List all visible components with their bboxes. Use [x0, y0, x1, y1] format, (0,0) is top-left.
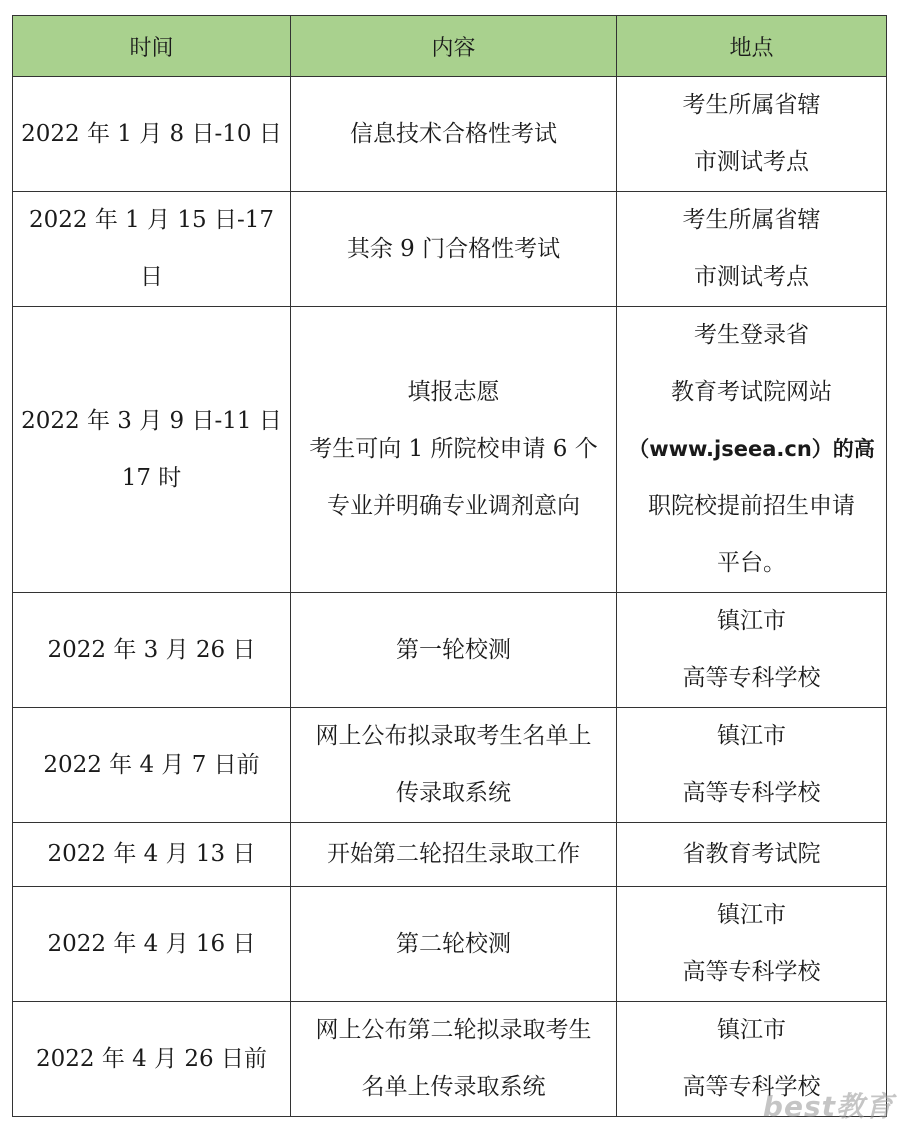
- content-text: 名单上传录取系统: [361, 1074, 546, 1100]
- place-text: 平台。: [717, 550, 786, 576]
- time-cell: [13, 77, 291, 192]
- time-text: 2022 年 4 月 13 日: [47, 841, 256, 867]
- place-text: 省教育考试院: [682, 841, 821, 867]
- table-row: [13, 708, 887, 823]
- time-text: 2022 年 4 月 26 日前: [36, 1045, 267, 1072]
- place-text: 高等专科学校: [682, 780, 821, 806]
- place-cell: [617, 887, 887, 1002]
- place-text: 镇江市: [717, 1017, 786, 1043]
- place-url-text: （www.jseea.cn）的高: [628, 437, 875, 461]
- content-cell: [291, 708, 617, 823]
- content-cell: [291, 1002, 617, 1117]
- content-cell: [291, 307, 617, 593]
- content-text: 第二轮校测: [396, 930, 511, 957]
- table-row: [13, 307, 887, 593]
- content-text: 信息技术合格性考试: [350, 120, 557, 147]
- place-cell: [617, 192, 887, 307]
- place-text: 高等专科学校: [682, 959, 821, 985]
- header-row: [13, 16, 887, 77]
- place-text: 镇江市: [717, 608, 786, 634]
- time-cell: [13, 887, 291, 1002]
- place-text: 考生所属省辖: [682, 207, 821, 233]
- table-row: [13, 823, 887, 887]
- content-text: 开始第二轮招生录取工作: [327, 841, 580, 867]
- time-text: 2022 年 1 月 15 日-17 日: [28, 207, 275, 290]
- place-cell: [617, 77, 887, 192]
- content-cell: [291, 887, 617, 1002]
- content-cell: [291, 77, 617, 192]
- time-text: 2022 年 1 月 8 日-10 日: [21, 120, 282, 147]
- content-text: 网上公布第二轮拟录取考生: [315, 1017, 592, 1043]
- header-content: 内容: [291, 16, 617, 77]
- place-text: 职院校提前招生申请: [648, 493, 855, 519]
- time-text: 2022 年 3 月 26 日: [47, 636, 256, 663]
- table-row: [13, 1002, 887, 1117]
- content-text: 填报志愿: [407, 379, 500, 405]
- time-cell: [13, 1002, 291, 1117]
- content-text: 考生可向 1 所院校申请 6 个: [309, 436, 598, 462]
- time-text: 2022 年 3 月 9 日-11 日: [21, 407, 282, 434]
- content-cell: [291, 192, 617, 307]
- time-text: 2022 年 4 月 7 日前: [43, 751, 260, 778]
- content-text: 网上公布拟录取考生名单上: [315, 723, 592, 749]
- place-text: 教育考试院网站: [671, 379, 832, 405]
- place-text: 镇江市: [717, 902, 786, 928]
- content-cell: [291, 593, 617, 708]
- schedule-table: [12, 15, 887, 1117]
- place-text: 高等专科学校: [682, 665, 821, 691]
- time-cell: [13, 823, 291, 887]
- content-text: 其余 9 门合格性考试: [346, 235, 561, 262]
- place-text: 市测试考点: [694, 264, 809, 290]
- header-place: 地点: [617, 16, 887, 77]
- place-cell: [617, 307, 887, 593]
- content-cell: [291, 823, 617, 887]
- table-row: [13, 77, 887, 192]
- header-time: 时间: [13, 16, 291, 77]
- time-text: 17 时: [121, 464, 182, 491]
- time-cell: [13, 307, 291, 593]
- place-text: 镇江市: [717, 723, 786, 749]
- time-text: 2022 年 4 月 16 日: [47, 930, 256, 957]
- content-text: 专业并明确专业调剂意向: [327, 493, 580, 519]
- table-row: [13, 192, 887, 307]
- table-row: [13, 593, 887, 708]
- content-text: 传录取系统: [396, 780, 511, 806]
- time-cell: [13, 593, 291, 708]
- place-text: 考生登录省: [694, 322, 809, 348]
- watermark-logo: best教育: [762, 1090, 894, 1123]
- place-cell: [617, 593, 887, 708]
- place-cell: [617, 708, 887, 823]
- place-text: 考生所属省辖: [682, 92, 821, 118]
- place-text: 市测试考点: [694, 149, 809, 175]
- time-cell: [13, 192, 291, 307]
- place-cell: [617, 823, 887, 887]
- table-row: [13, 887, 887, 1002]
- place-text: 高等专科学校: [682, 1074, 821, 1100]
- content-text: 第一轮校测: [396, 636, 511, 663]
- time-cell: [13, 708, 291, 823]
